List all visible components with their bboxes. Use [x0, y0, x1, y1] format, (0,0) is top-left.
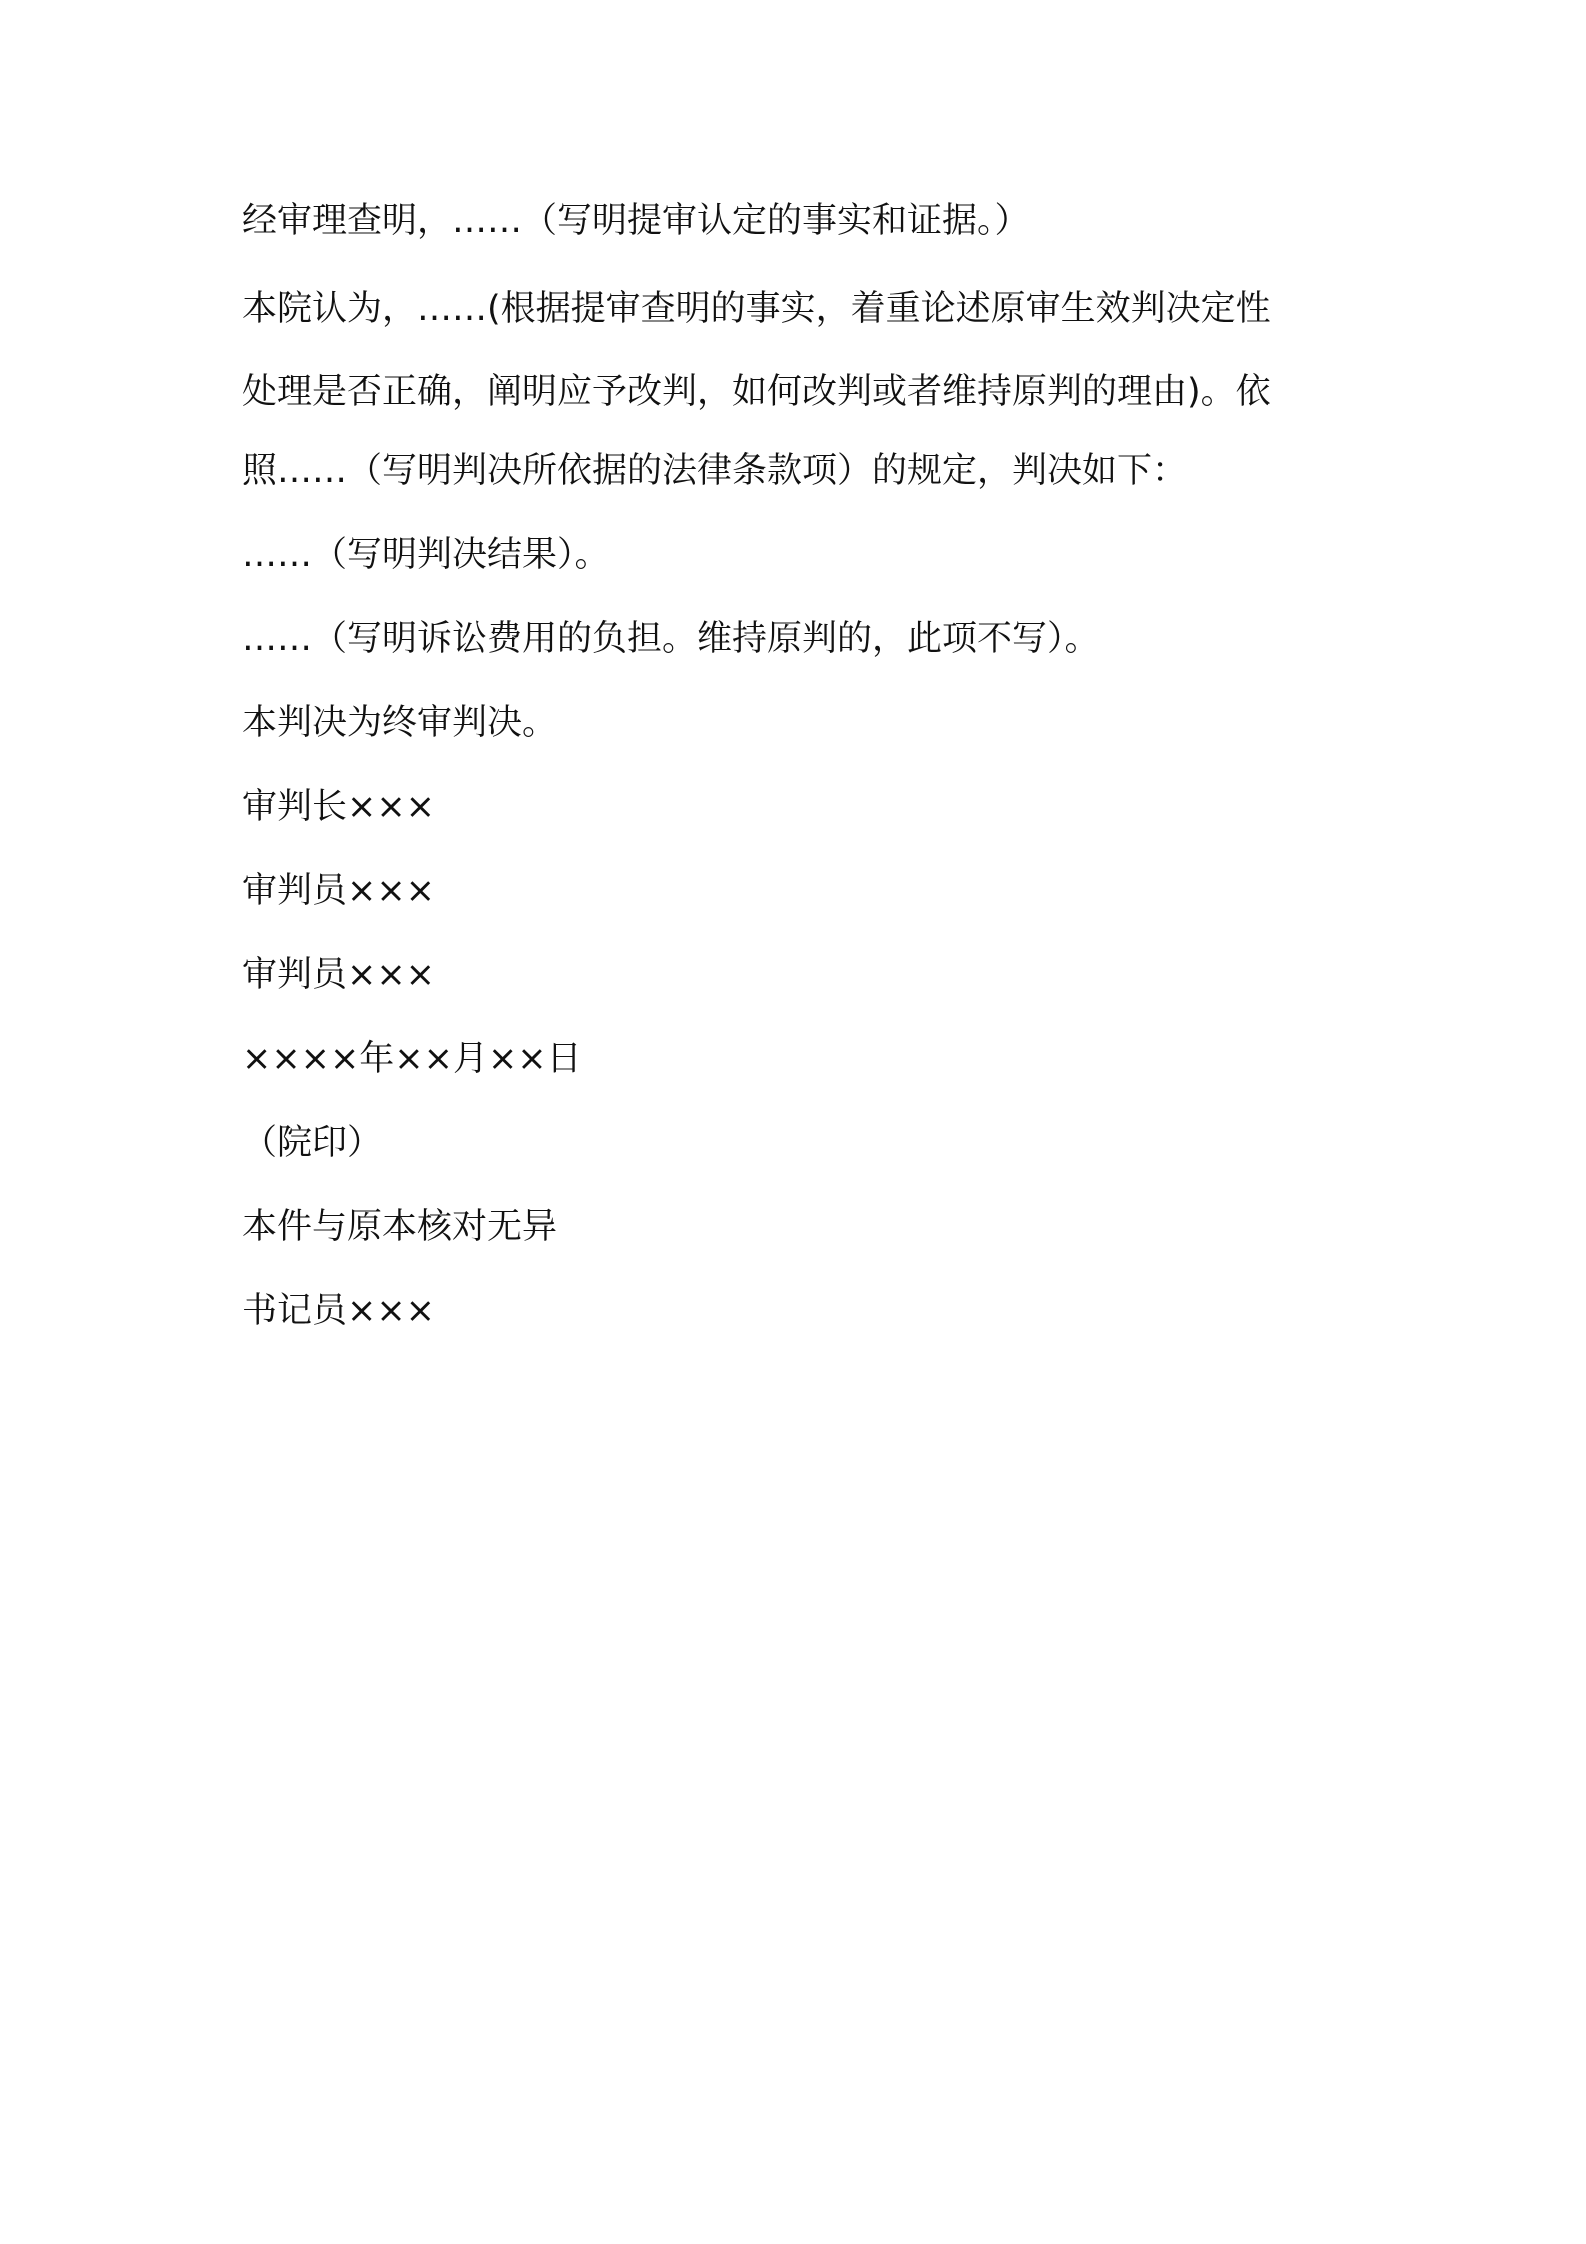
judgment-date: ××××年××月××日 — [242, 1039, 582, 1079]
court-opinion-line-3: 照……（写明判决所依据的法律条款项）的规定，判决如下： — [242, 451, 1188, 491]
court-opinion-line-2: 处理是否正确，阐明应予改判，如何改判或者维持原判的理由)。依 — [242, 372, 1271, 412]
court-opinion-line-1: 本院认为，……(根据提审查明的事实，着重论述原审生效判决定性 — [242, 289, 1271, 329]
judgment-result: ……（写明判决结果）。 — [242, 535, 610, 575]
judge-2: 审判员××× — [242, 955, 435, 995]
final-judgment-statement: 本判决为终审判决。 — [242, 703, 558, 743]
litigation-costs: ……（写明诉讼费用的负担。维持原判的，此项不写）。 — [242, 619, 1100, 659]
presiding-judge: 审判长××× — [242, 787, 435, 827]
court-clerk: 书记员××× — [242, 1291, 435, 1331]
court-seal: （院印） — [242, 1123, 383, 1163]
verification-statement: 本件与原本核对无异 — [242, 1207, 558, 1247]
judge-1: 审判员××× — [242, 871, 435, 911]
facts-paragraph: 经审理查明，……（写明提审认定的事实和证据。） — [242, 201, 1030, 241]
